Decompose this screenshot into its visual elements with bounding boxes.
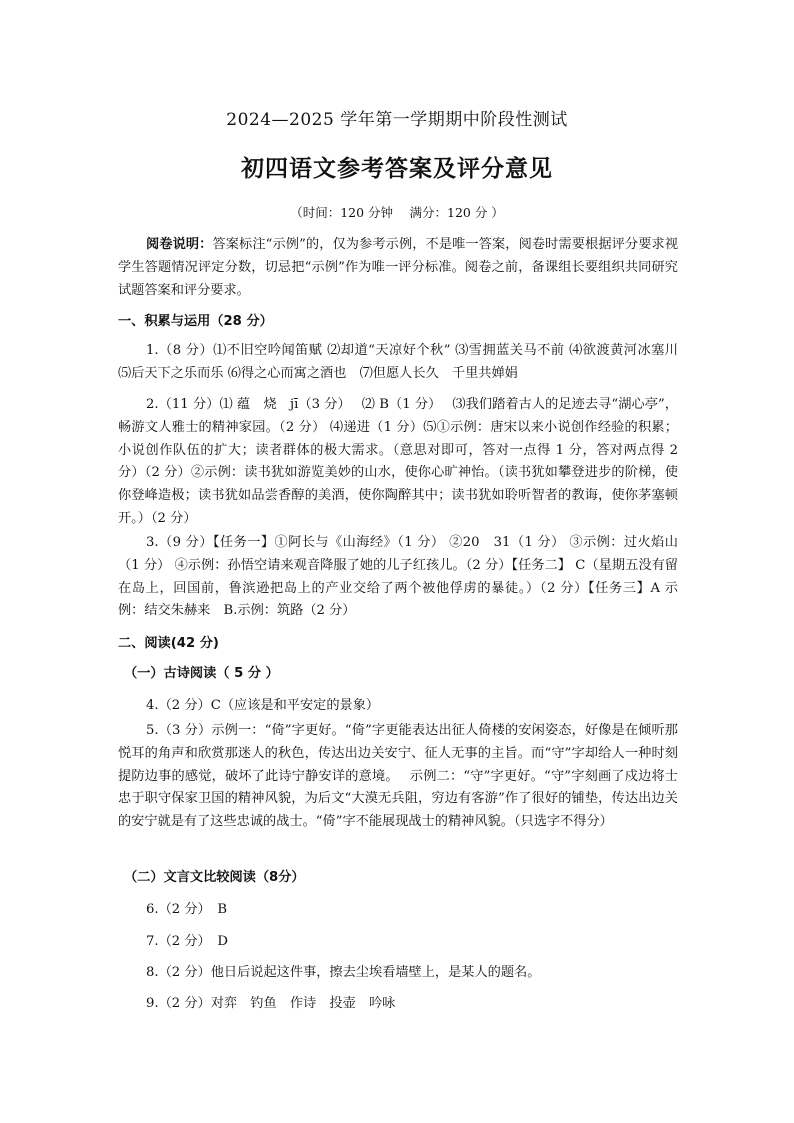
instructions-label: 阅卷说明：	[146, 237, 213, 252]
answer-q1: 1.（8 分）⑴不旧空吟闻笛赋 ⑵却道“天凉好个秋” ⑶雪拥蓝关马不前 ⑷欲渡黄河冰塞川 ⑸后天下之乐而乐 ⑹得之心而寓之酒也 ⑺但愿人长久 千里共婵娟	[118, 343, 692, 381]
instructions-text: 答案标注“示例”的，仅为参考示例，不是唯一答案，阅卷时需要根据评分要求视学生答题情况评定分数，切忌把“示例”作为唯一评分标准。阅卷之前，备课组长要组织共同研究试题答案和评分要求。	[118, 237, 679, 298]
exam-title: 2024—2025 学年第一学期期中阶段性测试	[226, 110, 568, 130]
answer-q4: 4.（2 分）C（应该是和平安定的景象）	[146, 698, 380, 713]
answer-q3: 3.（9 分）【任务一】①阿长与《山海经》（1 分） ②20 31（1 分） ③示例：过火焰山（1 分） ④示例：孙悟空请来观音降服了她的儿子红孩儿。（2 分）【任务二】 C（星期五没有留在岛上，回国前，鲁滨逊把岛上的产业交给了两个被他俘虏的暴徒。）（2 分）【任务三】A 示例：结交朱赫来 B.示例：筑路（2 分）	[118, 535, 678, 619]
part-1-heading: （一）古诗阅读（ 5 分 ）	[124, 666, 279, 681]
answer-q9: 9.（2 分）对弈 钓鱼 作诗 投壶 吟咏	[146, 996, 396, 1011]
grading-instructions	[118, 234, 678, 302]
answer-q7: 7.（2 分） D	[146, 934, 228, 949]
answer-q8: 8.（2 分）他日后说起这件事，擦去尘埃看墙壁上，是某人的题名。	[146, 965, 541, 980]
answer-q6: 6.（2 分） B	[146, 902, 228, 917]
page-title: 初四语文参考答案及评分意见	[241, 156, 553, 182]
section-1-heading: 一、积累与运用（28 分）	[118, 314, 273, 329]
answer-q5: 5.（3 分）示例一：“倚”字更好。“倚”字更能表达出征人倚楼的安闲姿态，好像是在倾听那悦耳的角声和欣赏那迷人的秋色，传达出边关安宁、征人无事的主旨。而“守”字却给人一种时刻提防边事的感觉，破坏了此诗宁静安详的意境。 示例二：“守”字更好。“守”字刻画了戍边将士忠于职守保家卫国的精神风貌，为后文“大漠无兵阻，穷边有客游”作了很好的铺垫，传达出边关的安宁就是有了这些忠诚的战士。“倚”字不能展现战士的精神风貌。（只选字不得分）	[118, 723, 678, 830]
answer-q2: 2.（11 分）⑴ 蕴 烧 jī（3 分） ⑵ B（1 分） ⑶我们踏着古人的足迹去寻“湖心亭”，畅游文人雅士的精神家园。（2 分） ⑷递进（1 分）⑸①示例：唐宋以来小说创作经验的积累；小说创作队伍的扩大；读者群体的极大需求。（意思对即可，答对一点得 1 分，答对两点得 2 分）（2 分）②示例：读书犹如游览美妙的山水，使你心旷神怡。（读书犹如攀登进步的阶梯，使你登峰造极；读书犹如品尝香醇的美酒，使你陶醉其中；读书犹如聆听智者的教诲，使你茅塞顿开。）（2 分）	[118, 397, 678, 526]
time-info: （时间：120 分钟 满分：120 分 ）	[290, 205, 504, 220]
part-2-heading: （二）文言文比较阅读（8分）	[124, 870, 305, 885]
section-2-heading: 二、阅读(42 分)	[118, 636, 219, 651]
